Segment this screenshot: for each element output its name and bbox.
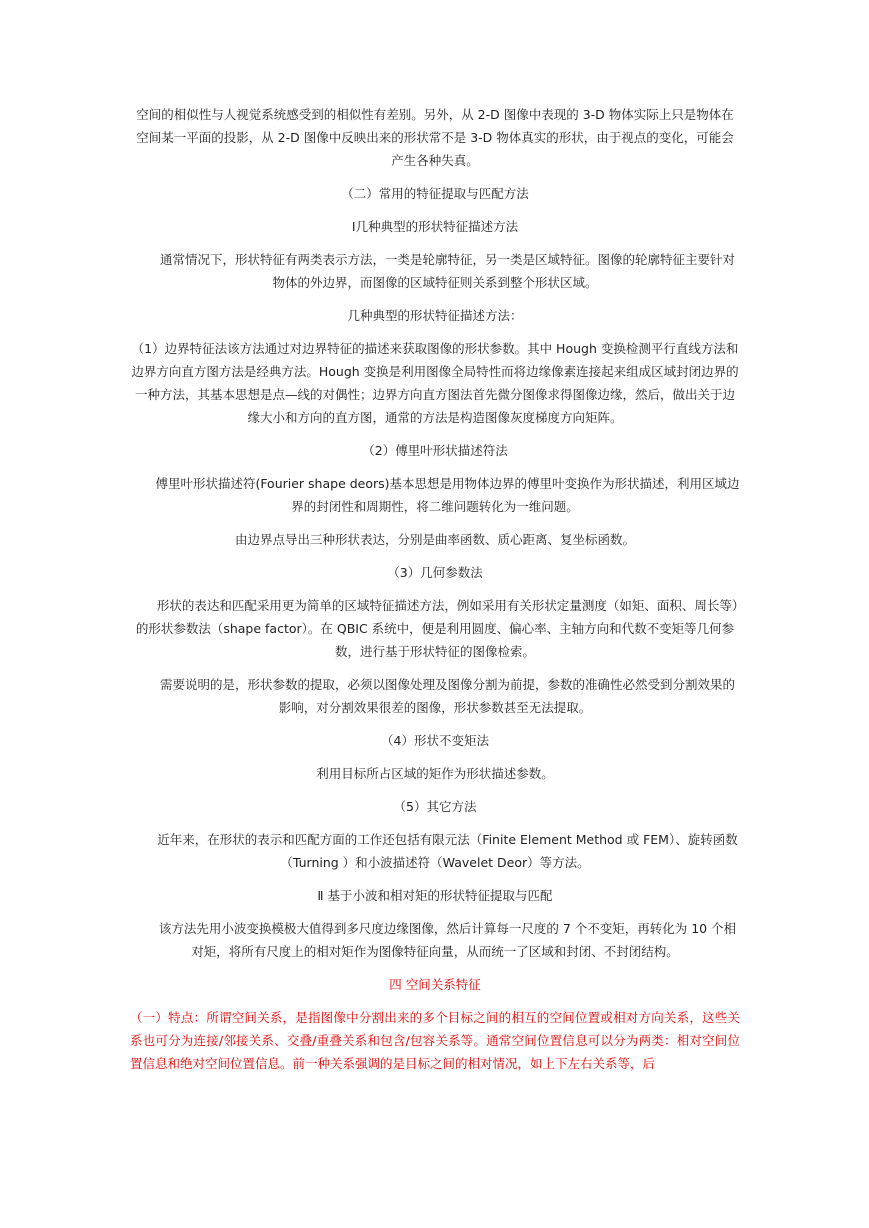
heading-shape-methods-list: 几种典型的形状特征描述方法： bbox=[347, 308, 523, 323]
heading-fourier: （2）傅里叶形状描述符法 bbox=[362, 443, 508, 458]
paragraph-spatial-relation: （一）特点：所谓空间关系，是指图像中分割出来的多个目标之间的相互的空间位置或相对方向关系，这些关系也可分为连接/邻接关系、交叠/重叠关系和包含/包容关系等。通常空间位置信息可以分为两类：相对空间位置信息和绝对空间位置信息。前一种关系强调的是目标之间的相对情况，如上下左右关系等，后 bbox=[130, 1010, 740, 1071]
heading-geometric-params: （3）几何参数法 bbox=[387, 565, 483, 580]
heading-wavelet-moments: Ⅱ 基于小波和相对矩的形状特征提取与匹配 bbox=[317, 888, 553, 903]
paragraph-distortion: 空间的相似性与人视觉系统感受到的相似性有差别。另外，从 2-D 图像中表现的 3-D 物体实际上只是物体在空间某一平面的投影，从 2-D 图像中反映出来的形状常不是 3-D 物体真实的形状，由于视点的变化，可能会产生各种失真。 bbox=[136, 107, 734, 168]
heading-invariant-moments: （4）形状不变矩法 bbox=[381, 733, 489, 748]
heading-common-methods: （二）常用的特征提取与匹配方法 bbox=[341, 186, 529, 201]
paragraph-geometric-params: 形状的表达和匹配采用更为简单的区域特征描述方法，例如采用有关形状定量测度（如矩、面积、周长等）的形状参数法（shape factor）。在 QBIC 系统中，便是利用圆度、偏心率、主轴方向和代数不变矩等几何参数，进行基于形状特征的图像检索。 bbox=[135, 598, 739, 659]
paragraph-fourier: 傅里叶形状描述符(Fourier shape deors)基本思想是用物体边界的傅里叶变换作为形状描述，利用区域边界的封闭性和周期性，将二维问题转化为一维问题。 bbox=[155, 476, 740, 514]
paragraph-other-methods: 近年来，在形状的表示和匹配方面的工作还包括有限元法（Finite Element Method 或 FEM）、旋转函数（Turning ）和小波描述符（Wavelet Deor）等方法。 bbox=[157, 832, 738, 870]
paragraph-boundary-points: 由边界点导出三种形状表达，分别是曲率函数、质心距离、复坐标函数。 bbox=[234, 532, 635, 547]
document-page bbox=[130, 103, 740, 1085]
paragraph-segmentation-note: 需要说明的是，形状参数的提取，必须以图像处理及图像分割为前提，参数的准确性必然受到分割效果的影响，对分割效果很差的图像，形状参数甚至无法提取。 bbox=[159, 677, 735, 715]
heading-other-methods: （5）其它方法 bbox=[393, 799, 477, 814]
heading-typical-shape-methods: Ⅰ几种典型的形状特征描述方法 bbox=[351, 219, 519, 234]
heading-spatial-relation: 四 空间关系特征 bbox=[389, 977, 481, 992]
paragraph-wavelet-moments: 该方法先用小波变换模极大值得到多尺度边缘图像，然后计算每一尺度的 7 个不变矩，再转化为 10 个相对矩，将所有尺度上的相对矩作为图像特征向量，从而统一了区域和封闭、不封闭结构。 bbox=[158, 921, 737, 959]
paragraph-boundary-method: （1）边界特征法该方法通过对边界特征的描述来获取图像的形状参数。其中 Hough 变换检测平行直线方法和边界方向直方图方法是经典方法。Hough 变换是利用图像全局特性而将边缘像素连接起来组成区域封闭边界的一种方法，其基本思想是点—线的对偶性；边界方向直方图法首先微分图像求得图像边缘，然后，做出关于边缘大小和方向的直方图，通常的方法是构造图像灰度梯度方向矩阵。 bbox=[131, 341, 739, 425]
paragraph-invariant-moments: 利用目标所占区域的矩作为形状描述参数。 bbox=[316, 766, 554, 781]
paragraph-shape-representation: 通常情况下，形状特征有两类表示方法，一类是轮廓特征，另一类是区域特征。图像的轮廓特征主要针对物体的外边界，而图像的区域特征则关系到整个形状区域。 bbox=[159, 252, 735, 290]
